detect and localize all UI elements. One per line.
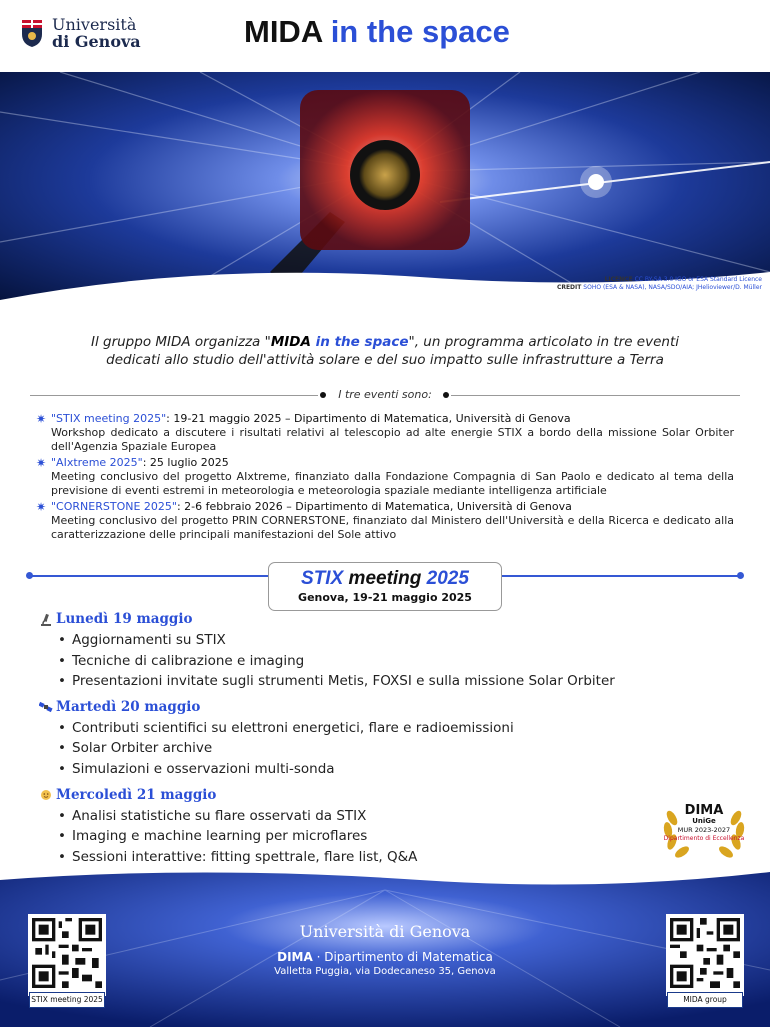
star-icon: ✷ <box>36 412 47 426</box>
event-item <box>36 456 734 498</box>
page-title <box>244 14 510 50</box>
qr-label-mida: MIDA group <box>667 992 743 1008</box>
event-info: : 25 luglio 2025 <box>142 456 229 469</box>
footer-background <box>0 860 770 1027</box>
list-item: • Imaging e machine learning per microflares <box>38 826 698 847</box>
day-monday <box>38 610 698 692</box>
list-item: • Aggiornamenti su STIX <box>38 630 698 651</box>
credit-label: CREDIT <box>556 284 582 291</box>
event-item <box>36 412 734 454</box>
list-item: • Solar Orbiter archive <box>38 738 698 759</box>
events-divider <box>30 388 740 402</box>
badge-period: MUR 2023-2027 <box>677 826 731 834</box>
intro-paragraph <box>60 333 710 369</box>
intro-mida: MIDA <box>270 334 311 350</box>
day-title: Martedì 20 maggio <box>56 698 201 715</box>
logo-line1: Università <box>52 15 137 34</box>
dima-excellence-badge <box>658 790 750 862</box>
qr-code-mida[interactable] <box>666 914 744 996</box>
list-item: • Sessioni interattive: fitting spettrale, flare list, Q&A <box>38 847 698 868</box>
microscope-icon <box>38 612 54 626</box>
list-item: • Tecniche di calibrazione e imaging <box>38 651 698 672</box>
event-name: "CORNERSTONE 2025" <box>51 500 177 513</box>
stix-subtitle: Genova, 19-21 maggio 2025 <box>298 591 472 604</box>
events-label: I tre eventi sono: <box>338 388 432 401</box>
logo-line2: di Genova <box>52 32 141 51</box>
divider-dot <box>26 572 33 579</box>
event-description: Workshop dedicato a discutere i risultati relativi al telescopio ad alte energie STIX a bordo della missione Solar Orbiter dell'Agenzia Spaziale Europea <box>51 426 734 453</box>
university-logo[interactable] <box>20 16 141 50</box>
licence-text[interactable]: CC BY-SA 3.0 IGO or ESA Standard Licence <box>634 276 762 283</box>
event-name: "STIX meeting 2025" <box>51 412 167 425</box>
day-wednesday <box>38 786 698 868</box>
intro-text-2: ", un programma articolato in tre eventi <box>408 334 679 350</box>
university-crest-icon <box>20 18 44 48</box>
list-item: • Simulazioni e osservazioni multi-sonda <box>38 759 698 780</box>
badge-label: Dipartimento di Eccellenza <box>663 835 745 842</box>
star-icon: ✷ <box>36 456 47 470</box>
qr-label-stix: STIX meeting 2025 <box>29 992 105 1008</box>
star-icon: ✷ <box>36 500 47 514</box>
event-description: Meeting conclusivo del progetto PRIN CORNERSTONE, finanziato dal Ministero dell'Università e della Ricerca e dedicato alla caratterizzazione delle principali manifestazioni del Sole attivo <box>51 514 734 541</box>
dept-short: DIMA <box>277 950 313 964</box>
stix-title-box <box>268 562 502 611</box>
event-description: Meeting conclusivo del progetto AIxtreme, finanziato dalla Fondazione Compagnia di San Paolo e dedicato al tema della previsione di eventi estremi in meteorologia e meteorologia spaziale mediante intelligenza artificiale <box>51 470 734 497</box>
intro-text-3: dedicati allo studio dell'attività solare e del suo impatto sulle infrastrutture a Terra <box>106 352 664 368</box>
footer-university: Università di Genova <box>299 922 471 941</box>
badge-name: DIMA <box>684 803 724 818</box>
day-title: Lunedì 19 maggio <box>56 611 193 627</box>
dept-full: · Dipartimento di Matematica <box>312 950 493 964</box>
program-days <box>38 610 698 873</box>
footer-address: Valletta Puggia, via Dodecaneso 35, Genova <box>274 966 496 977</box>
qr-code-icon <box>32 918 102 988</box>
event-info: : 19-21 maggio 2025 – Dipartimento di Matematica, Università di Genova <box>166 412 571 425</box>
divider-dot <box>737 572 744 579</box>
intro-space: in the space <box>310 334 409 350</box>
title-main: MIDA <box>244 14 323 49</box>
header <box>0 0 770 72</box>
day-tuesday <box>38 698 698 780</box>
list-item: • Contributi scientifici su elettroni energetici, flare e radioemissioni <box>38 718 698 739</box>
event-info: : 2-6 febbraio 2026 – Dipartimento di Matematica, Università di Genova <box>176 500 572 513</box>
licence-label: LICENCE <box>604 276 633 283</box>
list-item: • Presentazioni invitate sugli strumenti Metis, FOXSI e sulla missione Solar Orbiter <box>38 671 698 692</box>
title-accent: in the space <box>330 14 510 49</box>
stix-word: STIX <box>301 568 344 589</box>
credit-text[interactable]: SOHO (ESA & NASA), NASA/SDO/AIA; JHelioviewer/D. Müller <box>583 284 762 291</box>
sun-icon <box>38 788 54 802</box>
footer-department <box>0 950 770 964</box>
meeting-word: meeting <box>343 568 427 589</box>
badge-org: UniGe <box>692 817 716 825</box>
qr-code-stix[interactable] <box>28 914 106 996</box>
event-name: "AIxtreme 2025" <box>51 456 143 469</box>
qr-code-icon <box>670 918 740 988</box>
satellite-icon <box>38 700 54 714</box>
year-word: 2025 <box>426 568 469 589</box>
events-list <box>36 412 734 544</box>
list-item: • Analisi statistiche su flare osservati da STIX <box>38 806 698 827</box>
intro-text-1: Il gruppo MIDA organizza " <box>90 334 271 350</box>
day-title: Mercoledì 21 maggio <box>56 786 217 803</box>
image-credit <box>557 276 762 292</box>
event-item <box>36 500 734 542</box>
